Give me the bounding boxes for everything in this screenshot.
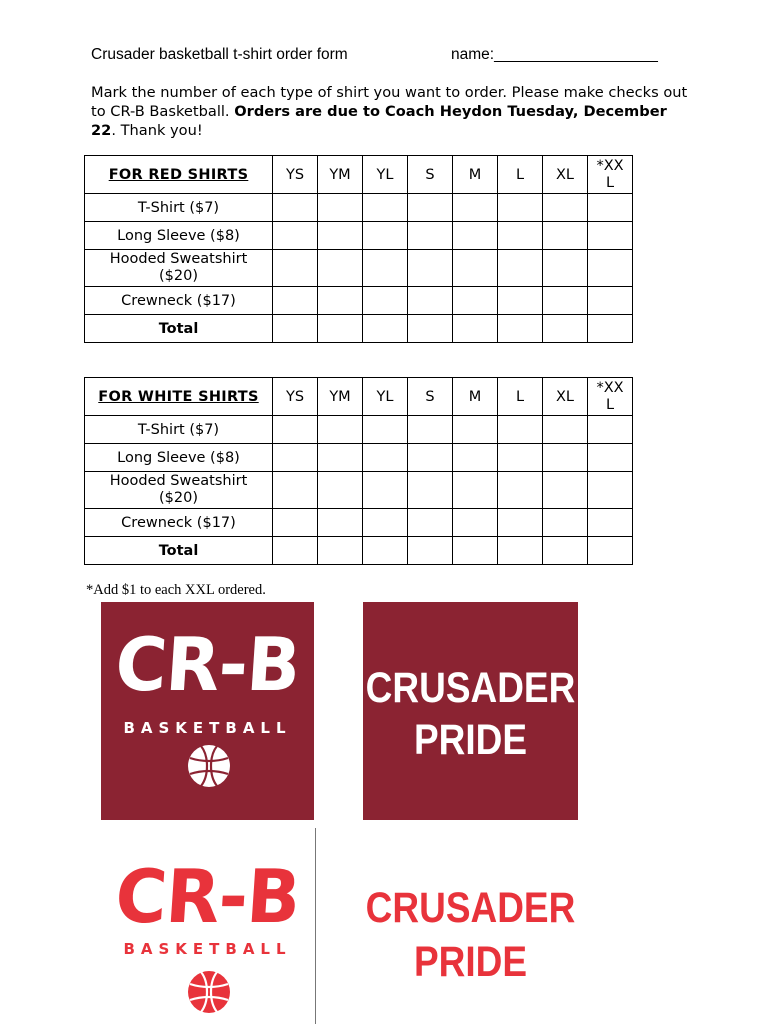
qty-cell[interactable] xyxy=(273,537,318,565)
basketball-logo-text: BASKETBALL xyxy=(123,719,292,737)
qty-cell[interactable] xyxy=(408,416,453,444)
size-header: XL xyxy=(543,156,588,194)
row-label xyxy=(85,250,273,287)
qty-cell[interactable] xyxy=(273,222,318,250)
red-shirts-table xyxy=(84,155,633,343)
qty-cell[interactable] xyxy=(453,472,498,509)
table-row xyxy=(85,509,633,537)
qty-cell[interactable] xyxy=(318,537,363,565)
qty-cell[interactable] xyxy=(318,416,363,444)
qty-cell[interactable] xyxy=(498,287,543,315)
size-header: YL xyxy=(363,378,408,416)
table-header-row xyxy=(85,156,633,194)
logo-crb-red xyxy=(101,842,314,1022)
thank-you-text: . Thank you! xyxy=(111,122,203,139)
basketball-icon xyxy=(187,970,231,1014)
due-date-text: Orders are due to Coach Heydon Tuesday, December 22 xyxy=(91,103,667,139)
qty-cell[interactable] xyxy=(588,315,633,343)
qty-cell[interactable] xyxy=(408,509,453,537)
crb-logo-text: CR-B xyxy=(112,621,303,709)
table-row xyxy=(85,416,633,444)
crb-logo-text: CR-B xyxy=(112,853,303,941)
total-label: Total xyxy=(85,315,273,343)
size-header: L xyxy=(498,156,543,194)
qty-cell[interactable] xyxy=(543,509,588,537)
total-row xyxy=(85,537,633,565)
size-header: YS xyxy=(273,156,318,194)
qty-cell[interactable] xyxy=(543,472,588,509)
qty-cell[interactable] xyxy=(453,416,498,444)
table-row xyxy=(85,287,633,315)
qty-cell[interactable] xyxy=(498,537,543,565)
qty-cell[interactable] xyxy=(408,250,453,287)
qty-cell[interactable] xyxy=(588,287,633,315)
row-label-line2: ($20) xyxy=(159,490,198,506)
qty-cell[interactable] xyxy=(273,315,318,343)
qty-cell[interactable] xyxy=(588,537,633,565)
qty-cell[interactable] xyxy=(543,250,588,287)
qty-cell[interactable] xyxy=(453,537,498,565)
size-header: YM xyxy=(318,156,363,194)
size-header: YM xyxy=(318,378,363,416)
size-header: M xyxy=(453,156,498,194)
qty-cell[interactable] xyxy=(498,250,543,287)
xxl-line1: *XX xyxy=(596,379,624,396)
pride-logo-text: PRIDE xyxy=(413,937,528,985)
qty-cell[interactable] xyxy=(543,287,588,315)
xxl-note: *Add $1 to each XXL ordered. xyxy=(86,582,266,598)
qty-cell[interactable] xyxy=(273,444,318,472)
size-header: YS xyxy=(273,378,318,416)
row-label: T-Shirt ($7) xyxy=(85,194,273,222)
table-header-row xyxy=(85,378,633,416)
size-header: M xyxy=(453,378,498,416)
qty-cell[interactable] xyxy=(453,315,498,343)
row-label: Crewneck ($17) xyxy=(85,509,273,537)
crusader-logo-text: CRUSADER xyxy=(365,663,576,711)
qty-cell[interactable] xyxy=(588,222,633,250)
qty-cell[interactable] xyxy=(408,222,453,250)
qty-cell[interactable] xyxy=(318,222,363,250)
qty-cell[interactable] xyxy=(453,222,498,250)
qty-cell[interactable] xyxy=(408,472,453,509)
qty-cell[interactable] xyxy=(363,222,408,250)
size-header: S xyxy=(408,156,453,194)
row-label: Long Sleeve ($8) xyxy=(85,444,273,472)
qty-cell[interactable] xyxy=(588,472,633,509)
qty-cell[interactable] xyxy=(273,250,318,287)
qty-cell[interactable] xyxy=(588,509,633,537)
crusader-logo-text: CRUSADER xyxy=(365,883,576,931)
size-header: XL xyxy=(543,378,588,416)
qty-cell[interactable] xyxy=(588,444,633,472)
qty-cell[interactable] xyxy=(363,472,408,509)
table-row xyxy=(85,194,633,222)
qty-cell[interactable] xyxy=(318,250,363,287)
qty-cell[interactable] xyxy=(588,416,633,444)
qty-cell[interactable] xyxy=(498,509,543,537)
qty-cell[interactable] xyxy=(363,416,408,444)
qty-cell[interactable] xyxy=(408,444,453,472)
row-label xyxy=(85,472,273,509)
qty-cell[interactable] xyxy=(363,537,408,565)
basketball-icon xyxy=(187,744,231,788)
qty-cell[interactable] xyxy=(363,194,408,222)
row-label-line1: Hooded Sweatshirt xyxy=(109,251,248,267)
xxl-line1: *XX xyxy=(596,157,624,174)
basketball-logo-text: BASKETBALL xyxy=(123,940,292,958)
size-header: S xyxy=(408,378,453,416)
qty-cell[interactable] xyxy=(498,222,543,250)
qty-cell[interactable] xyxy=(408,315,453,343)
qty-cell[interactable] xyxy=(273,194,318,222)
row-label: T-Shirt ($7) xyxy=(85,416,273,444)
qty-cell[interactable] xyxy=(498,194,543,222)
row-label-line2: ($20) xyxy=(159,268,198,284)
red-shirts-title: FOR RED SHIRTS xyxy=(108,166,249,183)
qty-cell[interactable] xyxy=(498,416,543,444)
qty-cell[interactable] xyxy=(273,509,318,537)
table-row xyxy=(85,250,633,287)
white-shirts-title: FOR WHITE SHIRTS xyxy=(98,388,259,405)
qty-cell[interactable] xyxy=(408,537,453,565)
qty-cell[interactable] xyxy=(273,287,318,315)
table-row xyxy=(85,222,633,250)
qty-cell[interactable] xyxy=(543,222,588,250)
qty-cell[interactable] xyxy=(318,194,363,222)
row-label: Long Sleeve ($8) xyxy=(85,222,273,250)
qty-cell[interactable] xyxy=(543,194,588,222)
qty-cell[interactable] xyxy=(453,250,498,287)
qty-cell[interactable] xyxy=(318,509,363,537)
logo-crusader-pride-red xyxy=(363,842,578,1022)
qty-cell[interactable] xyxy=(318,472,363,509)
instructions xyxy=(91,83,691,140)
qty-cell[interactable] xyxy=(453,509,498,537)
qty-cell[interactable] xyxy=(588,194,633,222)
row-label: Crewneck ($17) xyxy=(85,287,273,315)
size-header-xxl xyxy=(588,378,633,416)
qty-cell[interactable] xyxy=(498,315,543,343)
qty-cell[interactable] xyxy=(363,315,408,343)
xxl-line2: L xyxy=(605,174,615,191)
qty-cell[interactable] xyxy=(318,287,363,315)
qty-cell[interactable] xyxy=(453,287,498,315)
logo-crb-maroon xyxy=(101,602,314,820)
qty-cell[interactable] xyxy=(363,250,408,287)
qty-cell[interactable] xyxy=(543,416,588,444)
qty-cell[interactable] xyxy=(363,444,408,472)
qty-cell[interactable] xyxy=(273,472,318,509)
table-row xyxy=(85,472,633,509)
size-header: L xyxy=(498,378,543,416)
qty-cell[interactable] xyxy=(453,194,498,222)
total-label: Total xyxy=(85,537,273,565)
name-field-label: name:___________________ xyxy=(451,46,658,63)
size-header-xxl xyxy=(588,156,633,194)
total-row xyxy=(85,315,633,343)
white-shirts-table xyxy=(84,377,633,565)
qty-cell[interactable] xyxy=(543,537,588,565)
qty-cell[interactable] xyxy=(318,315,363,343)
qty-cell[interactable] xyxy=(408,287,453,315)
qty-cell[interactable] xyxy=(273,416,318,444)
qty-cell[interactable] xyxy=(498,472,543,509)
qty-cell[interactable] xyxy=(588,250,633,287)
row-label-line1: Hooded Sweatshirt xyxy=(109,473,248,489)
xxl-line2: L xyxy=(605,396,615,413)
pride-logo-text: PRIDE xyxy=(413,715,528,763)
qty-cell[interactable] xyxy=(363,287,408,315)
qty-cell[interactable] xyxy=(363,509,408,537)
instructions-text: Mark the number of each type of shirt you want to order. Please make checks out to CR-B Basketball. xyxy=(91,84,688,120)
qty-cell[interactable] xyxy=(453,444,498,472)
logo-crusader-pride-maroon xyxy=(363,602,578,820)
size-header: YL xyxy=(363,156,408,194)
table-row xyxy=(85,444,633,472)
form-title: Crusader basketball t-shirt order form xyxy=(91,46,348,63)
qty-cell[interactable] xyxy=(498,444,543,472)
qty-cell[interactable] xyxy=(543,444,588,472)
qty-cell[interactable] xyxy=(408,194,453,222)
qty-cell[interactable] xyxy=(318,444,363,472)
qty-cell[interactable] xyxy=(543,315,588,343)
